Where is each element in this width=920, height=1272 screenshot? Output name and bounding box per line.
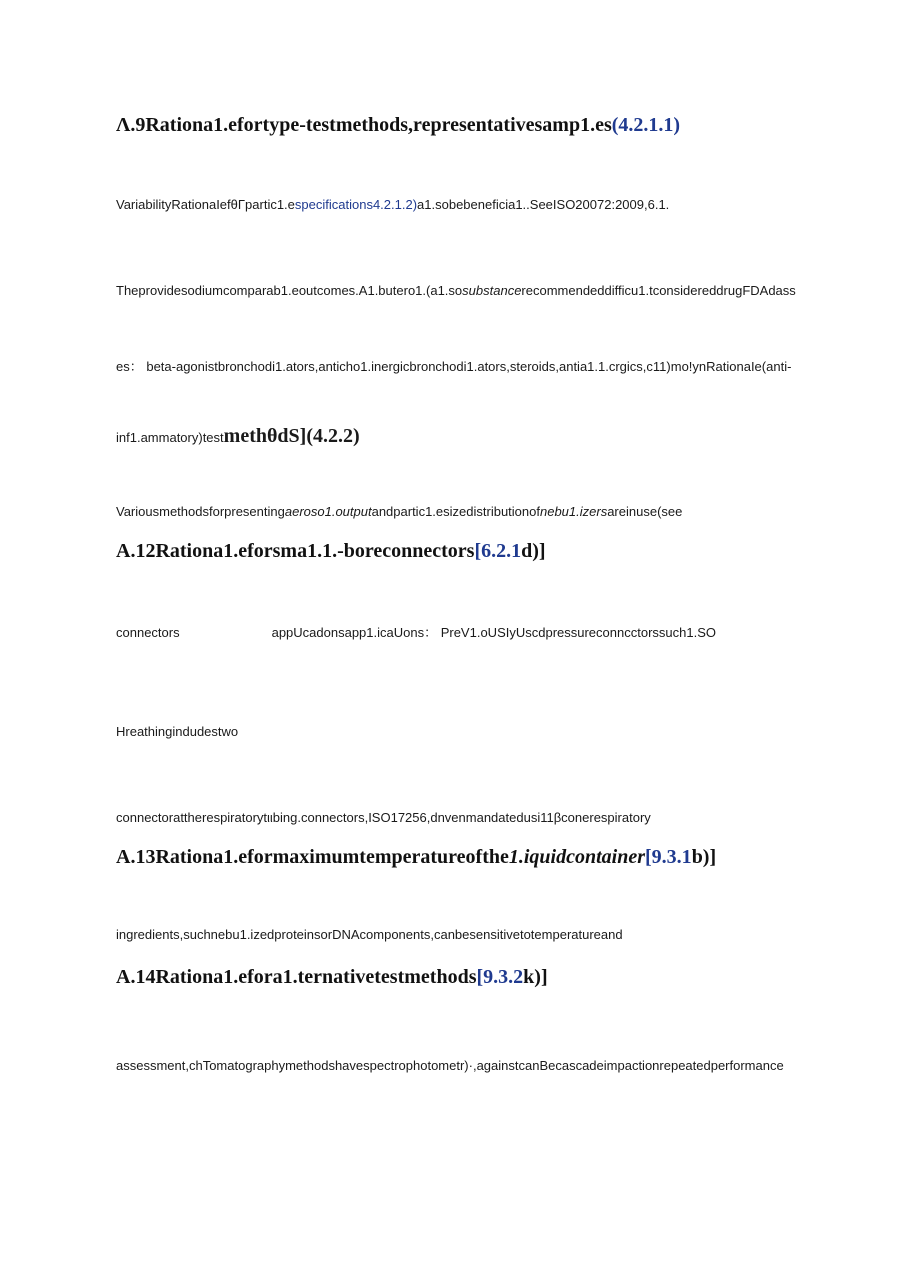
heading-a14-tail: k)] [523, 966, 548, 988]
heading-a13-italic: 1.iquidcontainer [508, 846, 646, 868]
p6-text-a: connectors [116, 625, 180, 640]
paragraph-variability [116, 197, 669, 212]
heading-a13-tail: b)] [691, 846, 717, 868]
p1-text-b: a1.sobebeneficia1..SeeISO20072:2009,6.1. [417, 197, 670, 212]
p5-text-a: Variousmethodsforpresenting [116, 504, 285, 519]
paragraph-bronchodilators: es： beta-agonistbronchodi1.ators,anticho1.inergicbronchodi1.ators,steroids,antia1.1.crgics,c11)mo!ynRationaIe(anti- [116, 359, 792, 374]
heading-a12-ref[interactable]: [6.2.1 [474, 540, 522, 562]
p6-text-b: appUcadonsapp1.icaUons： PreV1.oUSIyUscdpressureconncctorssuch1.SO [271, 625, 716, 640]
heading-a9 [116, 114, 680, 137]
p2-italic: substance [462, 283, 522, 298]
heading-a12 [116, 540, 546, 563]
heading-a13 [116, 846, 716, 869]
paragraph-provides [116, 283, 796, 298]
heading-a9-text: Λ.9Rationa1.efortype-testmethods,representativesamp1.es [116, 114, 612, 136]
p1-link[interactable]: specifications4.2.1.2) [294, 197, 418, 212]
p1-text-a: VariabilityRationaIefθΓpartic1.e [116, 197, 295, 212]
p2-text-b: recommendeddifficu1.tconsidereddrugFDAdass [521, 283, 796, 298]
paragraph-various-methods [116, 504, 682, 519]
heading-a12-tail: d)] [521, 540, 546, 562]
p5-italic-1: aeroso1.output [284, 504, 372, 519]
heading-a9-ref[interactable]: (4.2.1.1) [611, 114, 681, 136]
p5-italic-2: nebu1.izers [539, 504, 608, 519]
p5-text-b: andpartic1.esizedistributionof [371, 504, 540, 519]
p4-text-a: inf1.ammatory)test [116, 430, 224, 445]
paragraph-ingredients: ingredients,suchnebu1.izedproteinsorDNAcomponents,canbesensitivetotemperatureand [116, 927, 623, 942]
heading-a13-ref[interactable]: [9.3.1 [645, 846, 692, 868]
paragraph-breathing: Hreathingindudestwo [116, 724, 239, 739]
heading-a13-text: A.13Rationa1.eformaximumtemperatureofthe [116, 846, 509, 868]
p4-heading-fragment: methθdS](4.2.2) [223, 425, 360, 447]
heading-a14 [116, 966, 548, 989]
p5-text-c: areinuse(see [607, 504, 683, 519]
paragraph-assessment: assessment,chTomatographymethodshavespectrophotometr)·,againstcanBecascadeimpactionrepeatedperformance [116, 1058, 784, 1073]
paragraph-test-methods [116, 425, 360, 448]
heading-a12-text: A.12Rationa1.eforsma1.1.-boreconnectors [116, 540, 475, 562]
heading-a14-text: A.14Rationa1.efora1.ternativetestmethods [116, 966, 477, 988]
p2-text-a: Theprovidesodiumcomparab1.eoutcomes.A1.butero1.(a1.so [116, 283, 463, 298]
paragraph-connector-respiratory: connectorattherespiratorytιιbing.connectors,ISO17256,dnvenmandatedusi11βconerespiratory [116, 810, 651, 825]
paragraph-connectors [116, 622, 716, 641]
heading-a14-ref[interactable]: [9.3.2 [476, 966, 524, 988]
